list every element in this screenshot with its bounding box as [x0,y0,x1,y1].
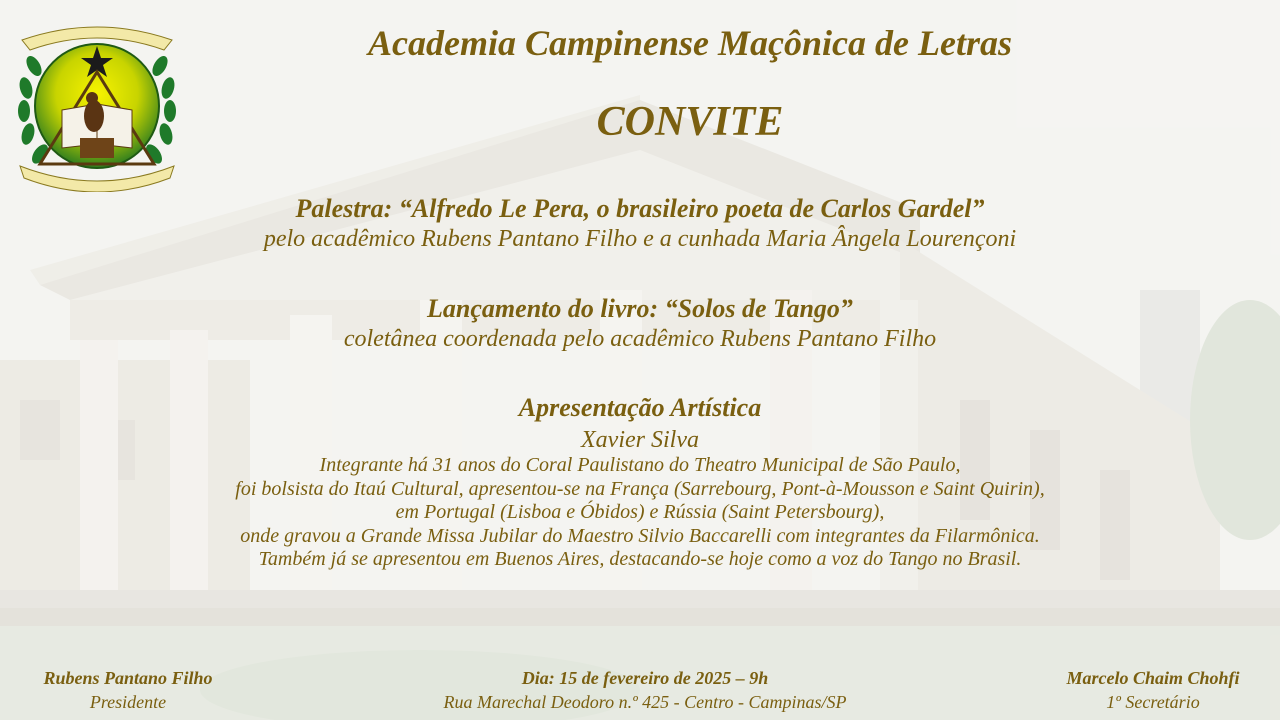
footer-president [10,666,246,714]
artist-bio-line: Também já se apresentou em Buenos Aires, destacando-se hoje como a voz do Tango no Brasil. [258,548,1022,570]
artist-bio-line: foi bolsista do Itaú Cultural, apresentou-se na França (Sarrebourg, Pont-à-Mousson e Saint Quirin), [235,477,1045,500]
book-heading: Lançamento do livro: “Solos de Tango” [427,294,853,323]
performance-section [0,392,1280,572]
president-role: Presidente [89,692,167,712]
artist-bio-line: em Portugal (Lisboa e Óbidos) e Rússia (Saint Petersbourg), [395,501,885,523]
artist-bio-line: Integrante há 31 anos do Coral Paulistano do Theatro Municipal de São Paulo, [319,454,961,476]
artist-bio-line: onde gravou a Grande Missa Jubilar do Maestro Silvio Baccarelli com integrantes da Filarmônica. [240,524,1040,547]
page-title: Academia Campinense Maçônica de Letras [368,23,1012,63]
footer-secretary [1040,666,1266,714]
artist-name: Xavier Silva [581,427,699,453]
talk-section [0,193,1280,253]
secretary-name: Marcelo Chaim Chohfi [1066,668,1240,688]
talk-heading: Palestra: “Alfredo Le Pera, o brasileiro poeta de Carlos Gardel” [295,194,985,223]
invitation-heading: CONVITE [596,99,784,145]
event-date: Dia: 15 de fevereiro de 2025 – 9h [521,668,769,688]
academy-logo-seal [14,6,180,192]
event-address: Rua Marechal Deodoro n.º 425 - Centro - Campinas/SP [443,692,847,712]
secretary-role: 1º Secretário [1106,692,1200,712]
book-section [0,293,1280,353]
talk-byline: pelo acadêmico Rubens Pantano Filho e a cunhada Maria Ângela Lourençoni [263,226,1017,252]
footer-event-details [380,666,910,714]
president-name: Rubens Pantano Filho [43,668,213,688]
performance-heading: Apresentação Artística [518,393,762,422]
book-byline: coletânea coordenada pelo acadêmico Rubens Pantano Filho [343,326,937,352]
